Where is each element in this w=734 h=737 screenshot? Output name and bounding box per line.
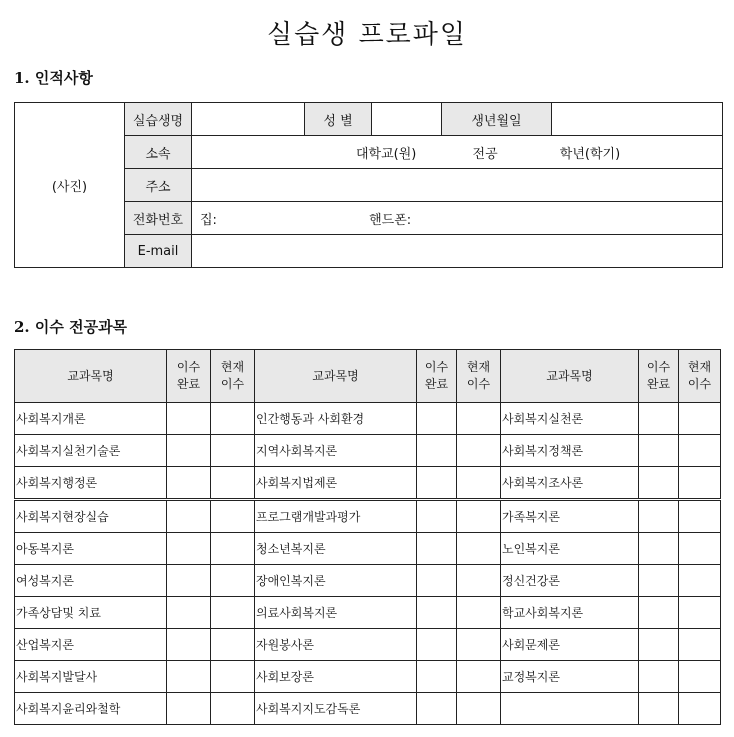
course-name-cell: 사회문제론 (501, 629, 639, 661)
course-name-cell: 사회복지개론 (15, 403, 167, 435)
current-checkbox-cell[interactable] (457, 629, 501, 661)
completed-checkbox-cell[interactable] (167, 533, 211, 565)
course-name-cell: 사회복지정책론 (501, 435, 639, 467)
current-checkbox-cell[interactable] (457, 500, 501, 533)
current-checkbox-cell[interactable] (457, 565, 501, 597)
table-row (15, 661, 721, 693)
course-name-cell: 청소년복지론 (255, 533, 417, 565)
course-name-cell: 사회복지조사론 (501, 467, 639, 500)
table-row (15, 693, 721, 725)
completed-checkbox-cell[interactable] (639, 533, 679, 565)
completed-checkbox-cell[interactable] (167, 629, 211, 661)
completed-checkbox-cell[interactable] (417, 467, 457, 500)
table-row (15, 629, 721, 661)
completed-checkbox-cell[interactable] (639, 693, 679, 725)
completed-header: 이수 완료 (417, 350, 457, 403)
course-name-cell: 사회보장론 (255, 661, 417, 693)
completed-checkbox-cell[interactable] (639, 403, 679, 435)
course-name-cell: 사회복지윤리와철학 (15, 693, 167, 725)
birthdate-label: 생년월일 (442, 103, 552, 136)
course-name-cell (501, 693, 639, 725)
current-checkbox-cell[interactable] (457, 403, 501, 435)
course-name-cell: 사회복지발달사 (15, 661, 167, 693)
table-row (15, 565, 721, 597)
current-checkbox-cell[interactable] (679, 500, 721, 533)
email-label: E-mail (125, 235, 192, 268)
courses-table (14, 349, 721, 725)
course-name-cell: 노인복지론 (501, 533, 639, 565)
current-checkbox-cell[interactable] (211, 435, 255, 467)
table-header-row (15, 350, 721, 403)
completed-checkbox-cell[interactable] (417, 629, 457, 661)
current-checkbox-cell[interactable] (679, 565, 721, 597)
completed-checkbox-cell[interactable] (639, 565, 679, 597)
course-name-cell: 자원봉사론 (255, 629, 417, 661)
section-courses-heading: 2. 이수 전공과목 (14, 318, 128, 336)
current-checkbox-cell[interactable] (457, 533, 501, 565)
current-checkbox-cell[interactable] (679, 403, 721, 435)
current-checkbox-cell[interactable] (679, 467, 721, 500)
course-name-cell: 사회복지행정론 (15, 467, 167, 500)
completed-checkbox-cell[interactable] (639, 435, 679, 467)
address-field[interactable] (192, 169, 723, 202)
page-title: 실습생 프로파일 (266, 20, 468, 50)
current-checkbox-cell[interactable] (211, 467, 255, 500)
table-row (15, 500, 721, 533)
major-label: 전공 (472, 146, 498, 162)
completed-checkbox-cell[interactable] (417, 500, 457, 533)
course-name-cell: 장애인복지론 (255, 565, 417, 597)
course-name-header: 교과목명 (15, 350, 167, 403)
completed-checkbox-cell[interactable] (417, 565, 457, 597)
current-header: 현재 이수 (679, 350, 721, 403)
table-row (15, 533, 721, 565)
affiliation-label: 소속 (125, 136, 192, 169)
table-row (15, 467, 721, 500)
course-name-header: 교과목명 (255, 350, 417, 403)
course-name-cell: 아동복지론 (15, 533, 167, 565)
phone-field[interactable] (192, 202, 723, 235)
university-label: 대학교(원) (356, 146, 417, 162)
address-label: 주소 (125, 169, 192, 202)
grade-label: 학년(학기) (559, 146, 621, 162)
current-checkbox-cell[interactable] (211, 565, 255, 597)
table-row (15, 403, 721, 435)
completed-header: 이수 완료 (167, 350, 211, 403)
current-checkbox-cell[interactable] (211, 629, 255, 661)
birthdate-field[interactable] (552, 103, 723, 136)
current-checkbox-cell[interactable] (679, 693, 721, 725)
completed-checkbox-cell[interactable] (417, 533, 457, 565)
completed-checkbox-cell[interactable] (639, 629, 679, 661)
course-name-cell: 학교사회복지론 (501, 597, 639, 629)
completed-checkbox-cell[interactable] (417, 693, 457, 725)
affiliation-field[interactable] (192, 136, 723, 169)
completed-checkbox-cell[interactable] (417, 597, 457, 629)
current-header: 현재 이수 (457, 350, 501, 403)
current-checkbox-cell[interactable] (457, 661, 501, 693)
course-name-cell: 사회복지지도감독론 (255, 693, 417, 725)
name-label: 실습생명 (125, 103, 192, 136)
completed-checkbox-cell[interactable] (417, 435, 457, 467)
completed-checkbox-cell[interactable] (167, 467, 211, 500)
completed-checkbox-cell[interactable] (167, 693, 211, 725)
email-field[interactable] (192, 235, 723, 268)
completed-checkbox-cell[interactable] (639, 500, 679, 533)
course-name-cell: 의료사회복지론 (255, 597, 417, 629)
home-phone-label: 집: (200, 212, 217, 228)
current-checkbox-cell[interactable] (211, 500, 255, 533)
course-name-cell: 교정복지론 (501, 661, 639, 693)
course-name-header: 교과목명 (501, 350, 639, 403)
personal-info-table (14, 102, 723, 268)
course-name-cell: 여성복지론 (15, 565, 167, 597)
course-name-cell: 인간행동과 사회환경 (255, 403, 417, 435)
course-name-cell: 산업복지론 (15, 629, 167, 661)
current-header: 현재 이수 (211, 350, 255, 403)
course-name-cell: 지역사회복지론 (255, 435, 417, 467)
course-name-cell: 정신건강론 (501, 565, 639, 597)
current-checkbox-cell[interactable] (211, 693, 255, 725)
completed-checkbox-cell[interactable] (639, 467, 679, 500)
course-name-cell: 프로그램개발과평가 (255, 500, 417, 533)
completed-checkbox-cell[interactable] (167, 500, 211, 533)
completed-checkbox-cell[interactable] (167, 435, 211, 467)
current-checkbox-cell[interactable] (457, 693, 501, 725)
current-checkbox-cell[interactable] (457, 597, 501, 629)
current-checkbox-cell[interactable] (211, 403, 255, 435)
current-checkbox-cell[interactable] (457, 435, 501, 467)
course-name-cell: 사회복지실천기술론 (15, 435, 167, 467)
course-name-cell: 사회복지현장실습 (15, 500, 167, 533)
current-checkbox-cell[interactable] (679, 597, 721, 629)
name-field[interactable] (192, 103, 305, 136)
completed-checkbox-cell[interactable] (417, 661, 457, 693)
course-name-cell: 사회복지법제론 (255, 467, 417, 500)
current-checkbox-cell[interactable] (457, 467, 501, 500)
current-checkbox-cell[interactable] (679, 533, 721, 565)
course-name-cell: 가족상담및 치료 (15, 597, 167, 629)
current-checkbox-cell[interactable] (211, 597, 255, 629)
photo-box[interactable]: (사진) (15, 103, 125, 268)
phone-label: 전화번호 (125, 202, 192, 235)
section-personal-heading: 1. 인적사항 (14, 69, 93, 87)
current-checkbox-cell[interactable] (211, 533, 255, 565)
completed-checkbox-cell[interactable] (167, 403, 211, 435)
completed-checkbox-cell[interactable] (417, 403, 457, 435)
current-checkbox-cell[interactable] (679, 629, 721, 661)
completed-header: 이수 완료 (639, 350, 679, 403)
course-name-cell: 가족복지론 (501, 500, 639, 533)
current-checkbox-cell[interactable] (679, 435, 721, 467)
table-row (15, 435, 721, 467)
gender-label: 성 별 (305, 103, 372, 136)
completed-checkbox-cell[interactable] (639, 661, 679, 693)
completed-checkbox-cell[interactable] (167, 597, 211, 629)
course-name-cell: 사회복지실천론 (501, 403, 639, 435)
mobile-phone-label: 핸드폰: (369, 212, 412, 228)
current-checkbox-cell[interactable] (211, 661, 255, 693)
gender-field[interactable] (372, 103, 442, 136)
current-checkbox-cell[interactable] (679, 661, 721, 693)
completed-checkbox-cell[interactable] (639, 597, 679, 629)
table-row (15, 597, 721, 629)
completed-checkbox-cell[interactable] (167, 565, 211, 597)
completed-checkbox-cell[interactable] (167, 661, 211, 693)
